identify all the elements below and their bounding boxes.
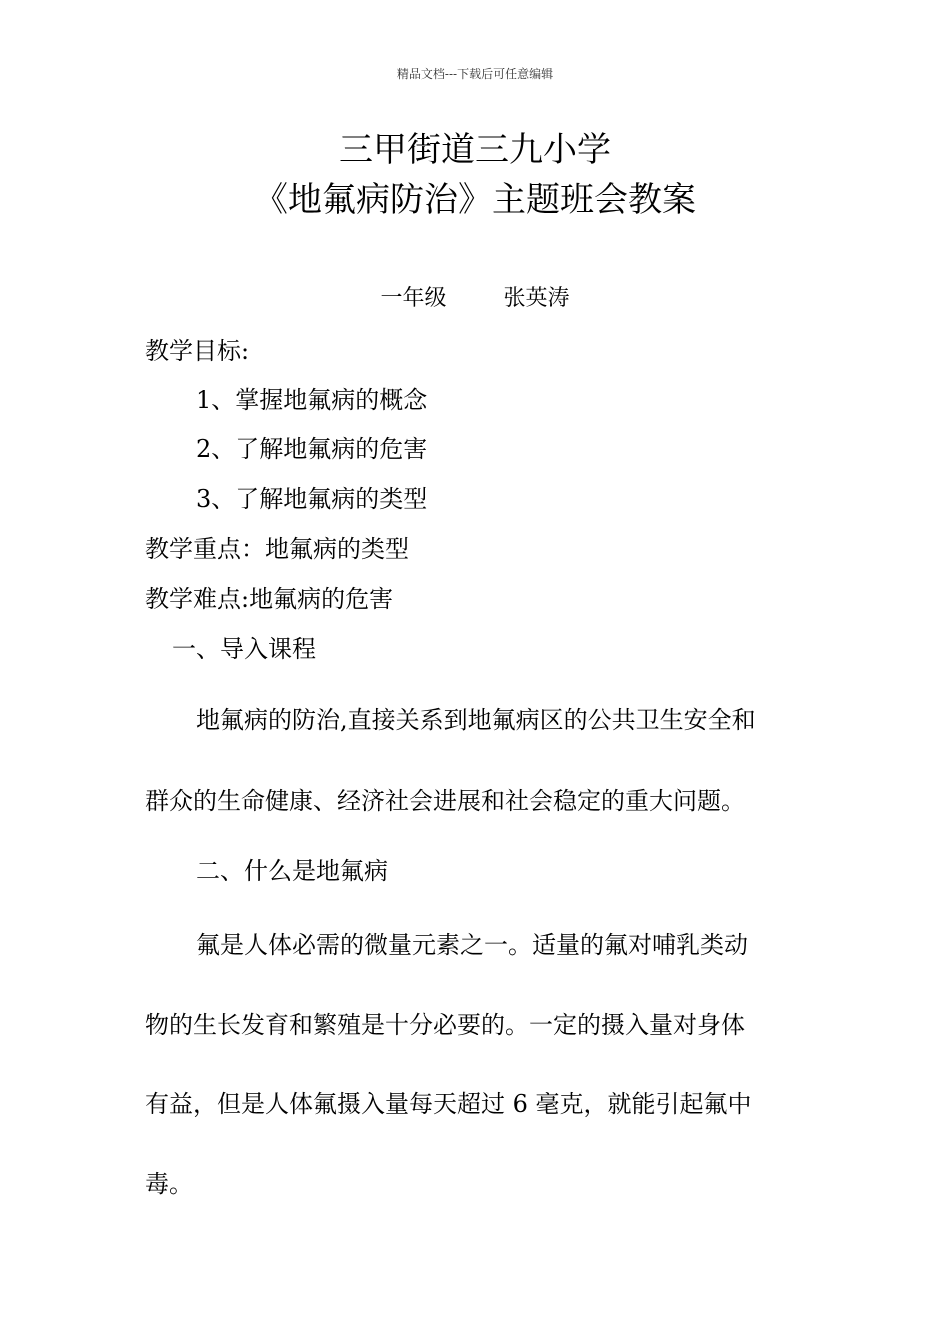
section1-heading: 一、导入课程 — [172, 635, 316, 663]
byline-author: 张英涛 — [503, 286, 570, 311]
section2-paragraph-line: 有益，但是人体氟摄入量每天超过 6 毫克，就能引起氟中 — [145, 1090, 752, 1118]
title-school: 三甲街道三九小学 — [339, 130, 611, 170]
difficulty: 教学难点:地氟病的危害 — [145, 585, 394, 613]
title-lesson: 《地氟病防治》主题班会教案 — [254, 180, 696, 220]
byline — [0, 285, 950, 313]
section1-paragraph-line: 群众的生命健康、经济社会进展和社会稳定的重大问题。 — [145, 787, 745, 815]
objective-item: 1、掌握地氟病的概念 — [196, 386, 428, 414]
objective-item: 3、了解地氟病的类型 — [196, 485, 428, 513]
section2-heading: 二、什么是地氟病 — [196, 857, 388, 885]
objective-item: 2、了解地氟病的危害 — [196, 435, 428, 463]
section2-paragraph-line: 氟是人体必需的微量元素之一。适量的氟对哺乳类动 — [196, 931, 748, 959]
header-watermark: 精品文档---下载后可任意编辑 — [396, 67, 554, 81]
section1-paragraph-line: 地氟病的防治,直接关系到地氟病区的公共卫生安全和 — [196, 706, 756, 734]
byline-grade: 一年级 — [380, 286, 447, 311]
objectives-heading: 教学目标: — [145, 337, 250, 365]
section2-paragraph-line: 物的生长发育和繁殖是十分必要的。一定的摄入量对身体 — [145, 1011, 745, 1039]
section2-paragraph-line: 毒。 — [145, 1170, 193, 1198]
key-point: 教学重点：地氟病的类型 — [145, 535, 409, 563]
